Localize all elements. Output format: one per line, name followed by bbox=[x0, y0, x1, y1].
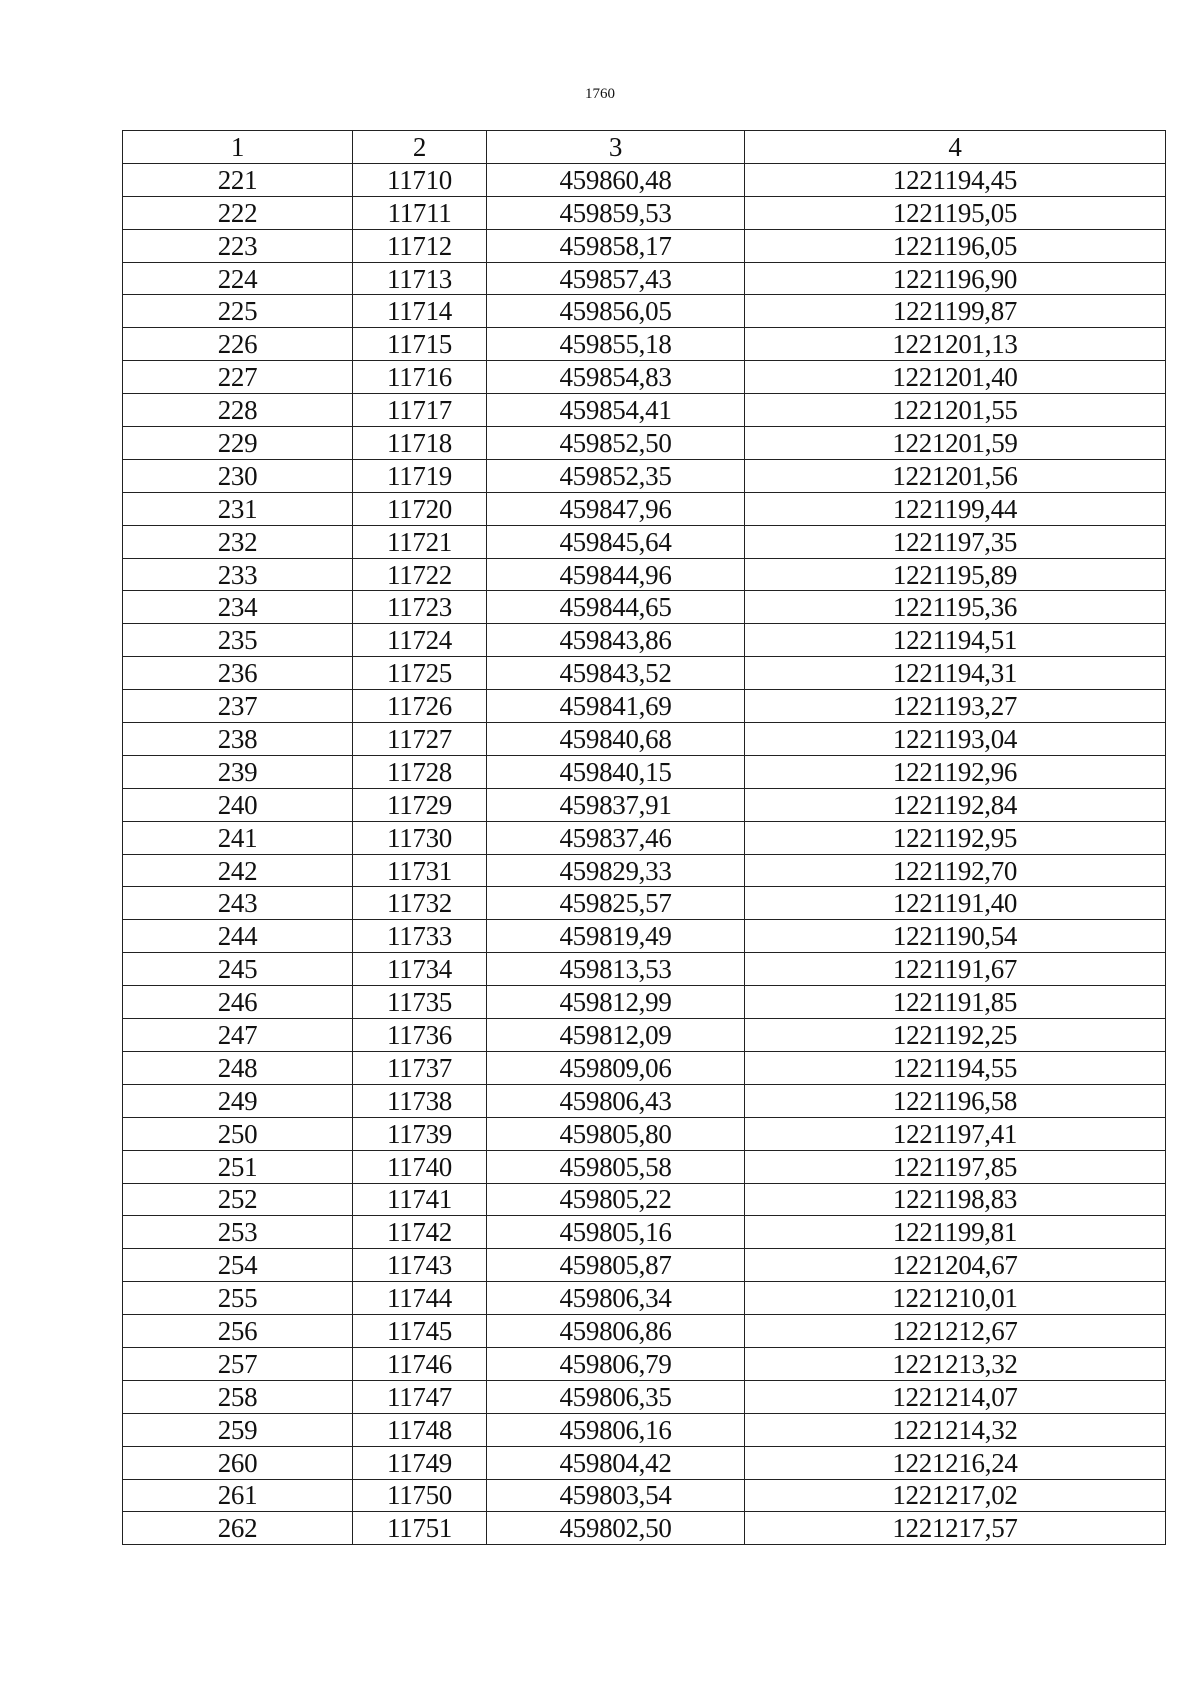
y-coordinate-cell: 1221197,41 bbox=[745, 1117, 1166, 1150]
point-id-cell: 11735 bbox=[353, 986, 487, 1019]
y-coordinate-cell: 1221210,01 bbox=[745, 1282, 1166, 1315]
point-number-cell: 253 bbox=[123, 1216, 353, 1249]
point-id-cell: 11744 bbox=[353, 1282, 487, 1315]
point-number-cell: 241 bbox=[123, 821, 353, 854]
coordinates-table bbox=[122, 130, 1166, 1545]
y-coordinate-cell: 1221194,31 bbox=[745, 657, 1166, 690]
point-number-cell: 239 bbox=[123, 755, 353, 788]
y-coordinate-cell: 1221192,96 bbox=[745, 755, 1166, 788]
x-coordinate-cell: 459845,64 bbox=[487, 525, 745, 558]
point-number-cell: 237 bbox=[123, 690, 353, 723]
point-id-cell: 11737 bbox=[353, 1051, 487, 1084]
column-header-3: 3 bbox=[487, 131, 745, 164]
y-coordinate-cell: 1221196,90 bbox=[745, 262, 1166, 295]
y-coordinate-cell: 1221214,07 bbox=[745, 1380, 1166, 1413]
point-id-cell: 11734 bbox=[353, 953, 487, 986]
point-id-cell: 11717 bbox=[353, 394, 487, 427]
y-coordinate-cell: 1221199,87 bbox=[745, 295, 1166, 328]
point-number-cell: 254 bbox=[123, 1249, 353, 1282]
x-coordinate-cell: 459841,69 bbox=[487, 690, 745, 723]
x-coordinate-cell: 459804,42 bbox=[487, 1446, 745, 1479]
table-row bbox=[123, 1413, 1166, 1446]
x-coordinate-cell: 459840,15 bbox=[487, 755, 745, 788]
point-id-cell: 11741 bbox=[353, 1183, 487, 1216]
table-row bbox=[123, 1117, 1166, 1150]
point-number-cell: 240 bbox=[123, 788, 353, 821]
table-row bbox=[123, 492, 1166, 525]
table-row bbox=[123, 1150, 1166, 1183]
table-row bbox=[123, 986, 1166, 1019]
header-row bbox=[123, 131, 1166, 164]
point-number-cell: 244 bbox=[123, 920, 353, 953]
point-id-cell: 11733 bbox=[353, 920, 487, 953]
point-number-cell: 257 bbox=[123, 1347, 353, 1380]
x-coordinate-cell: 459825,57 bbox=[487, 887, 745, 920]
table-row bbox=[123, 788, 1166, 821]
point-id-cell: 11722 bbox=[353, 558, 487, 591]
x-coordinate-cell: 459813,53 bbox=[487, 953, 745, 986]
x-coordinate-cell: 459805,87 bbox=[487, 1249, 745, 1282]
table-row bbox=[123, 1084, 1166, 1117]
x-coordinate-cell: 459844,65 bbox=[487, 591, 745, 624]
x-coordinate-cell: 459809,06 bbox=[487, 1051, 745, 1084]
x-coordinate-cell: 459806,86 bbox=[487, 1315, 745, 1348]
y-coordinate-cell: 1221199,81 bbox=[745, 1216, 1166, 1249]
x-coordinate-cell: 459806,79 bbox=[487, 1347, 745, 1380]
point-id-cell: 11719 bbox=[353, 459, 487, 492]
y-coordinate-cell: 1221190,54 bbox=[745, 920, 1166, 953]
table-row bbox=[123, 1512, 1166, 1545]
x-coordinate-cell: 459819,49 bbox=[487, 920, 745, 953]
table-row bbox=[123, 657, 1166, 690]
x-coordinate-cell: 459856,05 bbox=[487, 295, 745, 328]
table-row bbox=[123, 163, 1166, 196]
x-coordinate-cell: 459854,83 bbox=[487, 361, 745, 394]
point-id-cell: 11718 bbox=[353, 427, 487, 460]
table-row bbox=[123, 755, 1166, 788]
table-row bbox=[123, 1282, 1166, 1315]
x-coordinate-cell: 459806,34 bbox=[487, 1282, 745, 1315]
y-coordinate-cell: 1221191,85 bbox=[745, 986, 1166, 1019]
point-number-cell: 256 bbox=[123, 1315, 353, 1348]
point-number-cell: 247 bbox=[123, 1019, 353, 1052]
y-coordinate-cell: 1221194,45 bbox=[745, 163, 1166, 196]
table-row bbox=[123, 427, 1166, 460]
point-number-cell: 229 bbox=[123, 427, 353, 460]
table-row bbox=[123, 361, 1166, 394]
table-row bbox=[123, 1019, 1166, 1052]
point-number-cell: 226 bbox=[123, 328, 353, 361]
x-coordinate-cell: 459805,16 bbox=[487, 1216, 745, 1249]
point-id-cell: 11751 bbox=[353, 1512, 487, 1545]
point-id-cell: 11749 bbox=[353, 1446, 487, 1479]
point-number-cell: 235 bbox=[123, 624, 353, 657]
y-coordinate-cell: 1221201,13 bbox=[745, 328, 1166, 361]
y-coordinate-cell: 1221195,89 bbox=[745, 558, 1166, 591]
point-id-cell: 11714 bbox=[353, 295, 487, 328]
y-coordinate-cell: 1221216,24 bbox=[745, 1446, 1166, 1479]
table-row bbox=[123, 723, 1166, 756]
page-number: 1760 bbox=[585, 86, 615, 102]
y-coordinate-cell: 1221217,02 bbox=[745, 1479, 1166, 1512]
y-coordinate-cell: 1221201,56 bbox=[745, 459, 1166, 492]
table-row bbox=[123, 1347, 1166, 1380]
point-id-cell: 11712 bbox=[353, 229, 487, 262]
point-number-cell: 221 bbox=[123, 163, 353, 196]
point-number-cell: 249 bbox=[123, 1084, 353, 1117]
table-row bbox=[123, 295, 1166, 328]
y-coordinate-cell: 1221214,32 bbox=[745, 1413, 1166, 1446]
x-coordinate-cell: 459852,35 bbox=[487, 459, 745, 492]
x-coordinate-cell: 459805,22 bbox=[487, 1183, 745, 1216]
x-coordinate-cell: 459805,58 bbox=[487, 1150, 745, 1183]
y-coordinate-cell: 1221213,32 bbox=[745, 1347, 1166, 1380]
table-row bbox=[123, 920, 1166, 953]
x-coordinate-cell: 459854,41 bbox=[487, 394, 745, 427]
point-id-cell: 11747 bbox=[353, 1380, 487, 1413]
x-coordinate-cell: 459852,50 bbox=[487, 427, 745, 460]
point-number-cell: 245 bbox=[123, 953, 353, 986]
y-coordinate-cell: 1221217,57 bbox=[745, 1512, 1166, 1545]
point-number-cell: 228 bbox=[123, 394, 353, 427]
table-row bbox=[123, 1380, 1166, 1413]
point-id-cell: 11711 bbox=[353, 196, 487, 229]
point-number-cell: 236 bbox=[123, 657, 353, 690]
point-id-cell: 11732 bbox=[353, 887, 487, 920]
y-coordinate-cell: 1221197,35 bbox=[745, 525, 1166, 558]
point-number-cell: 261 bbox=[123, 1479, 353, 1512]
point-id-cell: 11724 bbox=[353, 624, 487, 657]
point-number-cell: 248 bbox=[123, 1051, 353, 1084]
y-coordinate-cell: 1221197,85 bbox=[745, 1150, 1166, 1183]
x-coordinate-cell: 459847,96 bbox=[487, 492, 745, 525]
table-row bbox=[123, 887, 1166, 920]
x-coordinate-cell: 459812,09 bbox=[487, 1019, 745, 1052]
x-coordinate-cell: 459803,54 bbox=[487, 1479, 745, 1512]
table-row bbox=[123, 821, 1166, 854]
x-coordinate-cell: 459806,16 bbox=[487, 1413, 745, 1446]
point-id-cell: 11716 bbox=[353, 361, 487, 394]
table-row bbox=[123, 1446, 1166, 1479]
table-body bbox=[123, 163, 1166, 1544]
point-id-cell: 11727 bbox=[353, 723, 487, 756]
table-row bbox=[123, 624, 1166, 657]
y-coordinate-cell: 1221204,67 bbox=[745, 1249, 1166, 1282]
x-coordinate-cell: 459855,18 bbox=[487, 328, 745, 361]
y-coordinate-cell: 1221194,55 bbox=[745, 1051, 1166, 1084]
point-id-cell: 11723 bbox=[353, 591, 487, 624]
point-id-cell: 11738 bbox=[353, 1084, 487, 1117]
point-id-cell: 11715 bbox=[353, 328, 487, 361]
table-row bbox=[123, 591, 1166, 624]
y-coordinate-cell: 1221198,83 bbox=[745, 1183, 1166, 1216]
point-id-cell: 11725 bbox=[353, 657, 487, 690]
point-id-cell: 11720 bbox=[353, 492, 487, 525]
y-coordinate-cell: 1221193,27 bbox=[745, 690, 1166, 723]
point-id-cell: 11726 bbox=[353, 690, 487, 723]
point-number-cell: 242 bbox=[123, 854, 353, 887]
table-header bbox=[123, 131, 1166, 164]
table-row bbox=[123, 558, 1166, 591]
point-number-cell: 243 bbox=[123, 887, 353, 920]
x-coordinate-cell: 459860,48 bbox=[487, 163, 745, 196]
y-coordinate-cell: 1221192,25 bbox=[745, 1019, 1166, 1052]
x-coordinate-cell: 459802,50 bbox=[487, 1512, 745, 1545]
table-row bbox=[123, 328, 1166, 361]
point-number-cell: 232 bbox=[123, 525, 353, 558]
point-id-cell: 11743 bbox=[353, 1249, 487, 1282]
point-number-cell: 252 bbox=[123, 1183, 353, 1216]
y-coordinate-cell: 1221192,95 bbox=[745, 821, 1166, 854]
point-number-cell: 250 bbox=[123, 1117, 353, 1150]
point-number-cell: 227 bbox=[123, 361, 353, 394]
point-number-cell: 259 bbox=[123, 1413, 353, 1446]
column-header-4: 4 bbox=[745, 131, 1166, 164]
y-coordinate-cell: 1221195,05 bbox=[745, 196, 1166, 229]
x-coordinate-cell: 459837,46 bbox=[487, 821, 745, 854]
table-row bbox=[123, 229, 1166, 262]
point-number-cell: 246 bbox=[123, 986, 353, 1019]
table-row bbox=[123, 525, 1166, 558]
x-coordinate-cell: 459843,52 bbox=[487, 657, 745, 690]
point-number-cell: 222 bbox=[123, 196, 353, 229]
y-coordinate-cell: 1221191,67 bbox=[745, 953, 1166, 986]
point-id-cell: 11740 bbox=[353, 1150, 487, 1183]
x-coordinate-cell: 459806,43 bbox=[487, 1084, 745, 1117]
table-row bbox=[123, 196, 1166, 229]
point-number-cell: 234 bbox=[123, 591, 353, 624]
x-coordinate-cell: 459829,33 bbox=[487, 854, 745, 887]
column-header-1: 1 bbox=[123, 131, 353, 164]
point-id-cell: 11730 bbox=[353, 821, 487, 854]
x-coordinate-cell: 459805,80 bbox=[487, 1117, 745, 1150]
x-coordinate-cell: 459806,35 bbox=[487, 1380, 745, 1413]
table-row bbox=[123, 854, 1166, 887]
point-id-cell: 11729 bbox=[353, 788, 487, 821]
table-row bbox=[123, 1183, 1166, 1216]
point-number-cell: 255 bbox=[123, 1282, 353, 1315]
y-coordinate-cell: 1221196,58 bbox=[745, 1084, 1166, 1117]
y-coordinate-cell: 1221193,04 bbox=[745, 723, 1166, 756]
point-number-cell: 251 bbox=[123, 1150, 353, 1183]
x-coordinate-cell: 459857,43 bbox=[487, 262, 745, 295]
point-number-cell: 233 bbox=[123, 558, 353, 591]
table-row bbox=[123, 1249, 1166, 1282]
x-coordinate-cell: 459837,91 bbox=[487, 788, 745, 821]
x-coordinate-cell: 459858,17 bbox=[487, 229, 745, 262]
x-coordinate-cell: 459812,99 bbox=[487, 986, 745, 1019]
table-row bbox=[123, 953, 1166, 986]
point-id-cell: 11748 bbox=[353, 1413, 487, 1446]
point-id-cell: 11750 bbox=[353, 1479, 487, 1512]
point-id-cell: 11742 bbox=[353, 1216, 487, 1249]
x-coordinate-cell: 459859,53 bbox=[487, 196, 745, 229]
y-coordinate-cell: 1221212,67 bbox=[745, 1315, 1166, 1348]
table-row bbox=[123, 690, 1166, 723]
table-row bbox=[123, 459, 1166, 492]
y-coordinate-cell: 1221192,84 bbox=[745, 788, 1166, 821]
column-header-2: 2 bbox=[353, 131, 487, 164]
table-row bbox=[123, 1051, 1166, 1084]
point-id-cell: 11728 bbox=[353, 755, 487, 788]
point-number-cell: 262 bbox=[123, 1512, 353, 1545]
point-number-cell: 260 bbox=[123, 1446, 353, 1479]
point-id-cell: 11731 bbox=[353, 854, 487, 887]
point-number-cell: 238 bbox=[123, 723, 353, 756]
y-coordinate-cell: 1221194,51 bbox=[745, 624, 1166, 657]
y-coordinate-cell: 1221201,40 bbox=[745, 361, 1166, 394]
table-row bbox=[123, 262, 1166, 295]
y-coordinate-cell: 1221199,44 bbox=[745, 492, 1166, 525]
point-id-cell: 11746 bbox=[353, 1347, 487, 1380]
point-id-cell: 11713 bbox=[353, 262, 487, 295]
point-number-cell: 258 bbox=[123, 1380, 353, 1413]
x-coordinate-cell: 459844,96 bbox=[487, 558, 745, 591]
y-coordinate-cell: 1221201,59 bbox=[745, 427, 1166, 460]
y-coordinate-cell: 1221191,40 bbox=[745, 887, 1166, 920]
table-row bbox=[123, 1315, 1166, 1348]
table-row bbox=[123, 394, 1166, 427]
point-number-cell: 231 bbox=[123, 492, 353, 525]
point-number-cell: 224 bbox=[123, 262, 353, 295]
point-number-cell: 223 bbox=[123, 229, 353, 262]
point-number-cell: 225 bbox=[123, 295, 353, 328]
y-coordinate-cell: 1221196,05 bbox=[745, 229, 1166, 262]
point-id-cell: 11710 bbox=[353, 163, 487, 196]
point-number-cell: 230 bbox=[123, 459, 353, 492]
point-id-cell: 11739 bbox=[353, 1117, 487, 1150]
table-row bbox=[123, 1216, 1166, 1249]
y-coordinate-cell: 1221195,36 bbox=[745, 591, 1166, 624]
table-row bbox=[123, 1479, 1166, 1512]
point-id-cell: 11721 bbox=[353, 525, 487, 558]
x-coordinate-cell: 459843,86 bbox=[487, 624, 745, 657]
y-coordinate-cell: 1221192,70 bbox=[745, 854, 1166, 887]
point-id-cell: 11745 bbox=[353, 1315, 487, 1348]
x-coordinate-cell: 459840,68 bbox=[487, 723, 745, 756]
point-id-cell: 11736 bbox=[353, 1019, 487, 1052]
y-coordinate-cell: 1221201,55 bbox=[745, 394, 1166, 427]
